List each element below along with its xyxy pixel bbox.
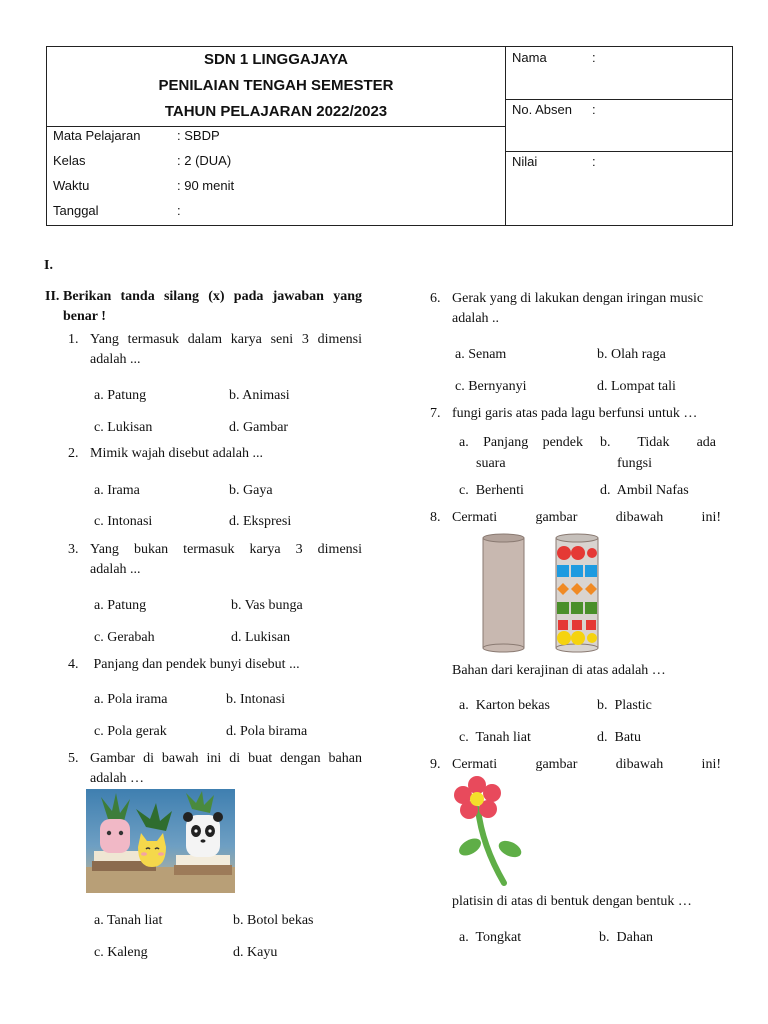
q4-number: 4.: [68, 657, 79, 672]
plasticine-flower-image: [452, 775, 526, 887]
q7-option-a-cont: suara: [476, 456, 506, 471]
table-divider: [505, 99, 733, 100]
q1-number: 1.: [68, 332, 79, 347]
q4-option-d[interactable]: d. Pola birama: [226, 724, 308, 739]
q3-text-line-1: Yang bukan termasuk karya 3 dimensi: [90, 542, 362, 557]
q5-option-b[interactable]: b. Botol bekas: [233, 913, 314, 928]
q9-number: 9.: [430, 757, 441, 772]
q8-text-line-1: Cermati gambar dibawah ini!: [452, 510, 721, 525]
q2-option-a[interactable]: a. Irama: [94, 483, 140, 498]
table-divider: [47, 126, 505, 127]
q7-number: 7.: [430, 406, 441, 421]
q6-option-b[interactable]: b. Olah raga: [597, 347, 666, 362]
field-score: Nilai :: [512, 154, 596, 169]
q1-option-a[interactable]: a. Patung: [94, 388, 147, 403]
q4-option-b[interactable]: b. Intonasi: [226, 692, 286, 707]
q7-option-d[interactable]: d. Ambil Nafas: [600, 483, 689, 498]
section-one-label: I.: [44, 258, 53, 273]
table-divider: [505, 47, 506, 225]
q5-text-line-2: adalah …: [90, 771, 145, 786]
q3-text-line-2: adalah ...: [90, 562, 141, 577]
q1-option-c[interactable]: c. Lukisan: [94, 420, 153, 435]
school-name: SDN 1 LINGGAJAYA: [204, 51, 348, 68]
q6-text-line-2: adalah ..: [452, 311, 500, 326]
q6-option-c[interactable]: c. Bernyanyi: [455, 379, 527, 394]
field-time: Waktu : 90 menit: [53, 178, 235, 193]
decorated-tubes-image: [470, 532, 620, 654]
exam-title: PENILAIAN TENGAH SEMESTER: [158, 77, 394, 94]
section-two-number: II.: [45, 289, 60, 304]
q1-option-d[interactable]: d. Gambar: [229, 420, 289, 435]
field-absen: No. Absen :: [512, 102, 596, 117]
q4-option-a[interactable]: a. Pola irama: [94, 692, 168, 707]
table-divider: [505, 151, 733, 152]
instruction-line-2: benar !: [63, 309, 106, 324]
q1-option-b[interactable]: b. Animasi: [229, 388, 290, 403]
q2-option-c[interactable]: c. Intonasi: [94, 514, 153, 529]
q8-number: 8.: [430, 510, 441, 525]
q5-number: 5.: [68, 751, 79, 766]
q8-text-line-2: Bahan dari kerajinan di atas adalah …: [452, 663, 666, 678]
q9-text-line-1: Cermati gambar dibawah ini!: [452, 757, 721, 772]
q8-option-a[interactable]: a. Karton bekas: [459, 698, 550, 713]
q7-option-b[interactable]: b. Tidak ada: [600, 435, 716, 450]
header-table: [46, 46, 733, 226]
q3-option-d[interactable]: d. Lukisan: [231, 630, 291, 645]
q4-text: Panjang dan pendek bunyi disebut ...: [90, 657, 300, 672]
q3-option-c[interactable]: c. Gerabah: [94, 630, 155, 645]
q9-text-line-2: platisin di atas di bentuk dengan bentuk …: [452, 894, 692, 909]
q7-option-b-cont: fungsi: [617, 456, 652, 471]
q3-option-a[interactable]: a. Patung: [94, 598, 147, 613]
q2-option-b[interactable]: b. Gaya: [229, 483, 273, 498]
field-subject: Mata Pelajaran : SBDP: [53, 128, 220, 143]
q1-text-line-2: adalah ...: [90, 352, 141, 367]
q5-text-line-1: Gambar di bawah ini di buat dengan bahan: [90, 751, 362, 766]
q6-option-a[interactable]: a. Senam: [455, 347, 507, 362]
field-name: Nama :: [512, 50, 596, 65]
q6-number: 6.: [430, 291, 441, 306]
q3-number: 3.: [68, 542, 79, 557]
q7-text: fungi garis atas pada lagu berfunsi untuk …: [452, 406, 698, 421]
q5-option-d[interactable]: d. Kayu: [233, 945, 278, 960]
q5-option-a[interactable]: a. Tanah liat: [94, 913, 163, 928]
q2-option-d[interactable]: d. Ekspresi: [229, 514, 292, 529]
q9-option-b[interactable]: b. Dahan: [599, 930, 654, 945]
q6-text-line-1: Gerak yang di lakukan dengan iringan music: [452, 291, 704, 306]
q8-option-b[interactable]: b. Plastic: [597, 698, 652, 713]
q8-option-d[interactable]: d. Batu: [597, 730, 641, 745]
q6-option-d[interactable]: d. Lompat tali: [597, 379, 676, 394]
q1-text-line-1: Yang termasuk dalam karya seni 3 dimensi: [90, 332, 362, 347]
academic-year: TAHUN PELAJARAN 2022/2023: [164, 103, 388, 120]
bottle-planters-image: [86, 789, 235, 893]
q3-option-b[interactable]: b. Vas bunga: [231, 598, 303, 613]
q7-option-a[interactable]: a. Panjang pendek: [459, 435, 583, 450]
q9-option-a[interactable]: a. Tongkat: [459, 930, 522, 945]
q2-text: Mimik wajah disebut adalah ...: [90, 446, 264, 461]
field-date: Tanggal :: [53, 203, 181, 218]
q5-option-c[interactable]: c. Kaleng: [94, 945, 148, 960]
instruction-line-1: Berikan tanda silang (x) pada jawaban yang: [63, 289, 362, 304]
q8-option-c[interactable]: c. Tanah liat: [459, 730, 531, 745]
q7-option-c[interactable]: c. Berhenti: [459, 483, 524, 498]
q2-number: 2.: [68, 446, 79, 461]
q4-option-c[interactable]: c. Pola gerak: [94, 724, 167, 739]
field-class: Kelas : 2 (DUA): [53, 153, 232, 168]
